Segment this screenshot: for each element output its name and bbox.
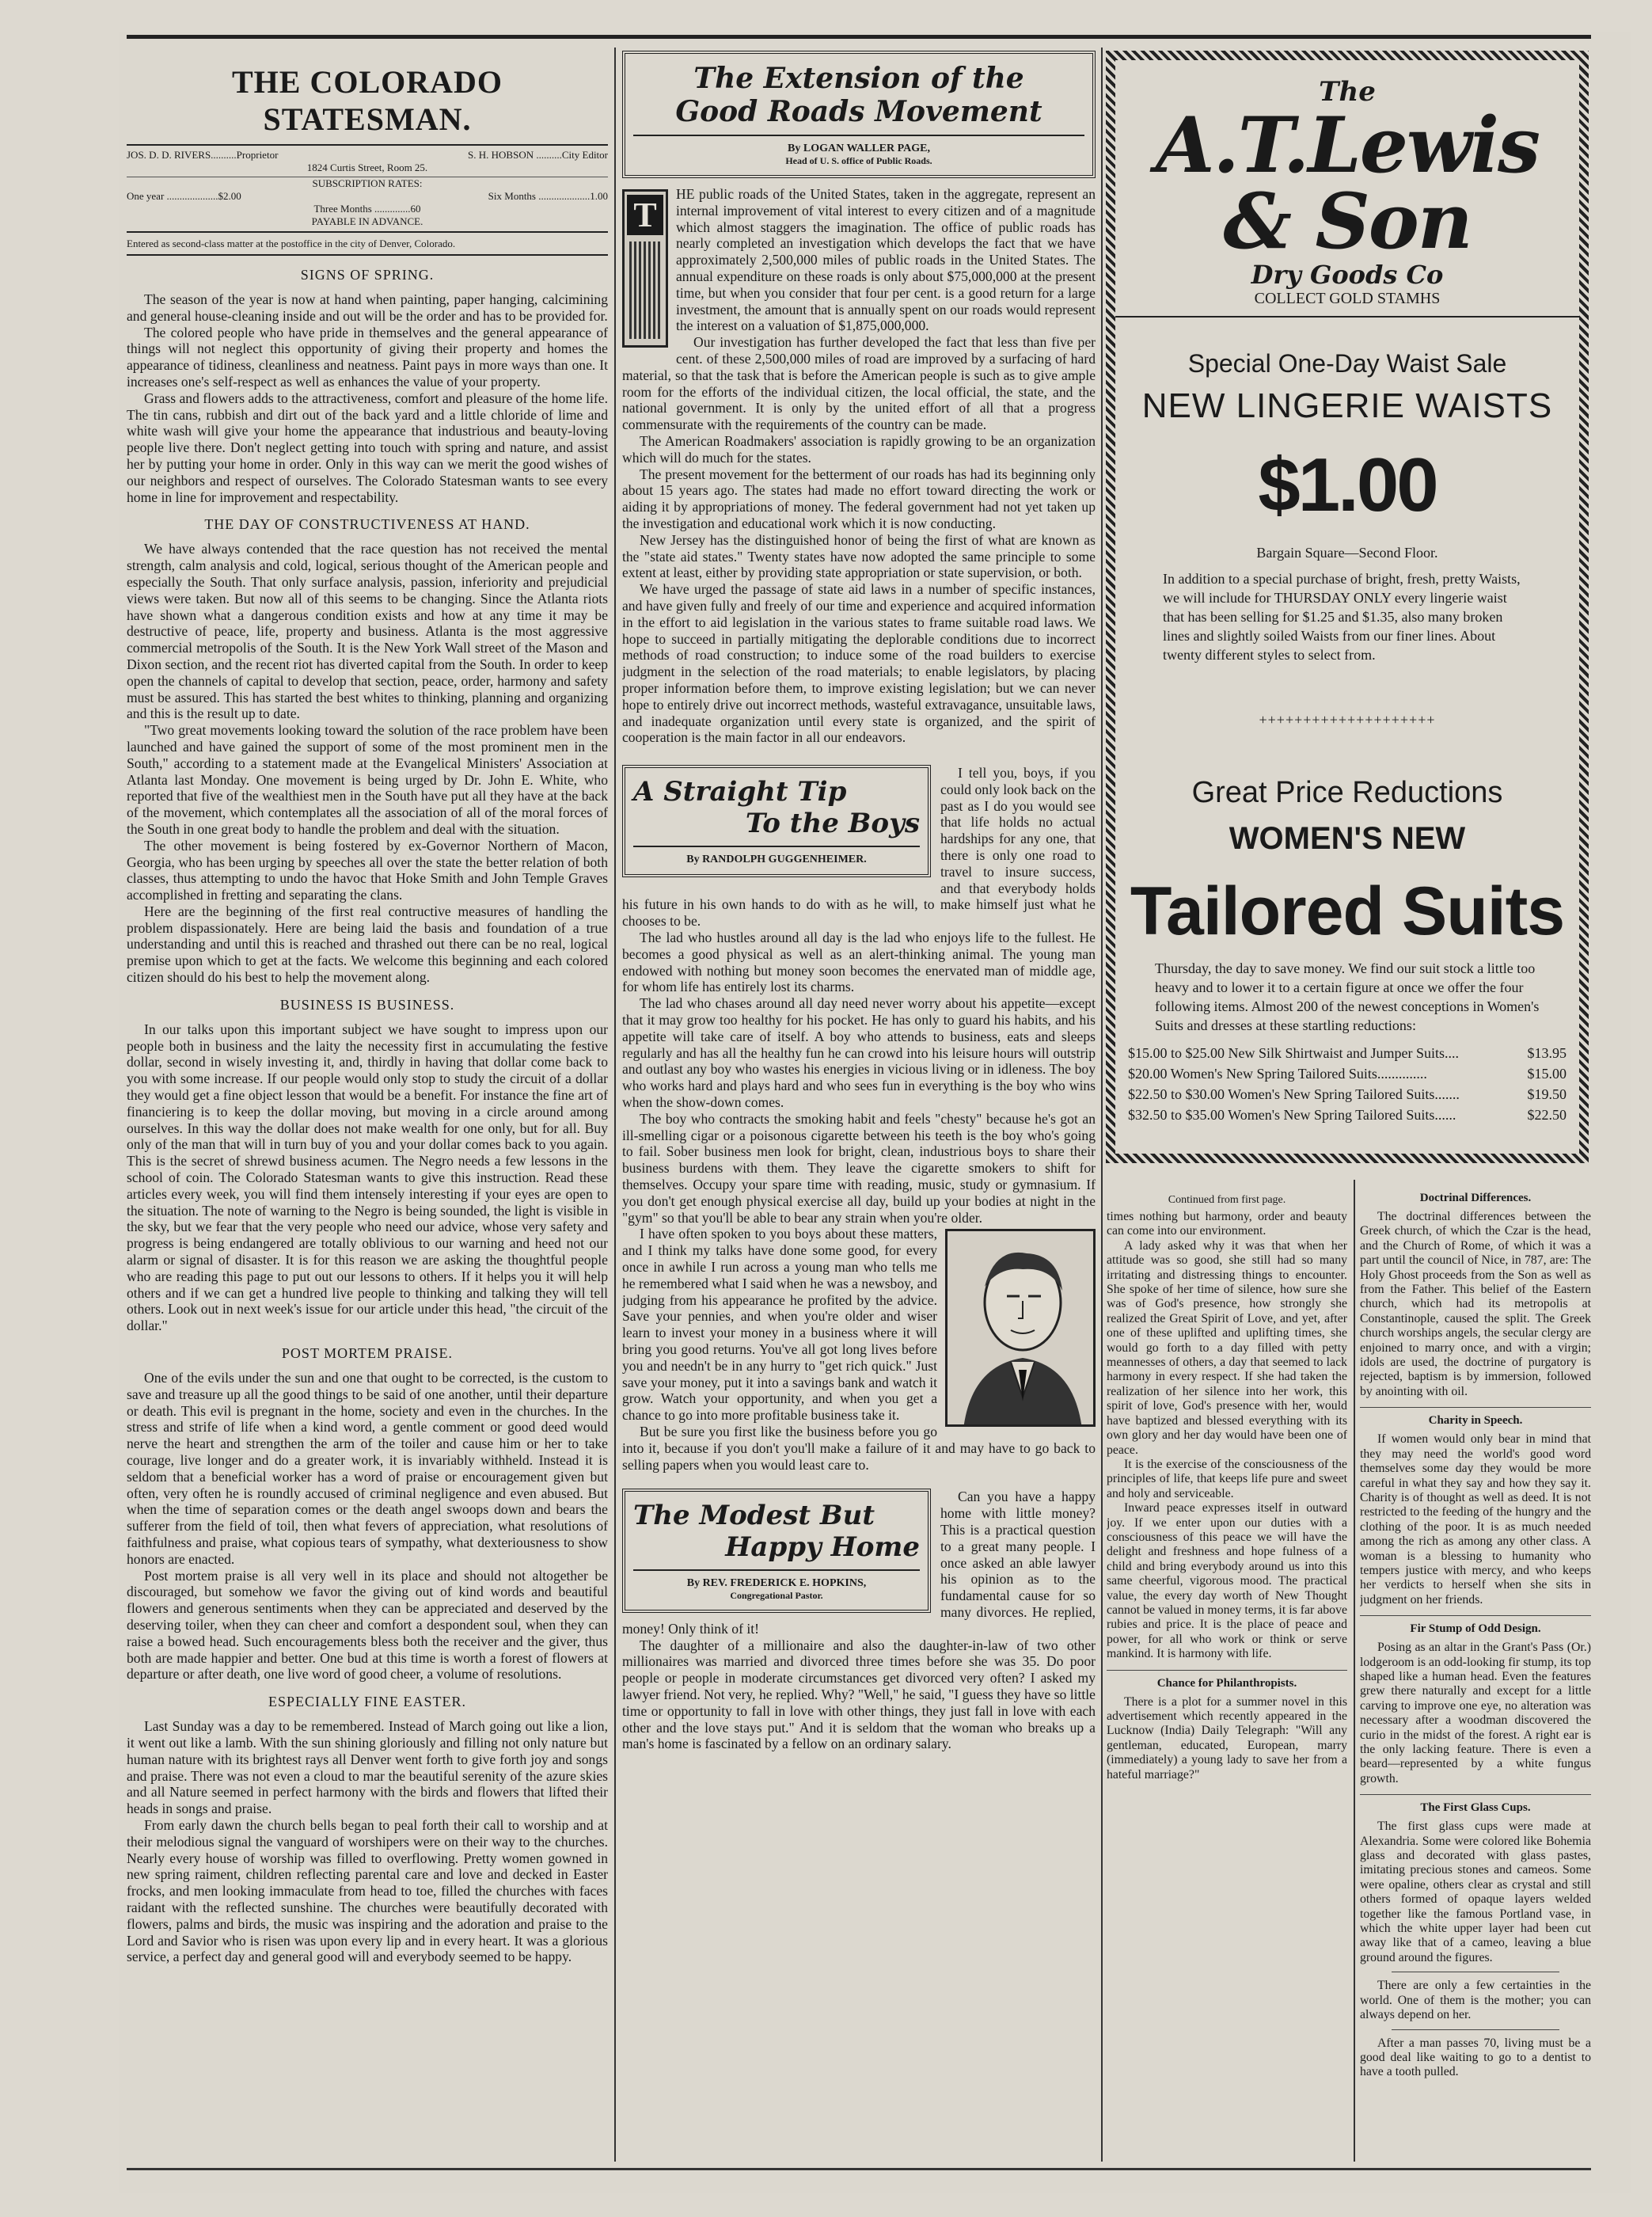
- ad-divider: ++++++++++++++++++++: [1259, 712, 1436, 728]
- article-paragraph: Can you have a happy home with little money? This is a practical question to a great many people. I once asked an able lawyer his opinion as to the fundamental cause for so many divorces. He replied, money! Only think of it!: [622, 1489, 1096, 1637]
- rate-six: Six Months ....................1.00: [488, 190, 608, 202]
- portrait-illustration: [945, 1229, 1096, 1427]
- article-paragraph: Posing as an altar in the Grant's Pass (Or.) lodgeroom is an odd-looking fir stump, its top shaped like a human head. Even the features grew there naturally and except for a little carving to improve one eye, no alteration was necessary after a woodman discovered the curio in the midst of the forest. A right ear is the only lacking feature. There is even a beard—represented by a white fungus growth.: [1360, 1641, 1591, 1785]
- article-paragraph: New Jersey has the distinguished honor of being the first of what are known as the "state aid states." Twenty states have now adopted the same principle to some extent at least, either by providing state appropriation or state supervision, or both.: [622, 531, 1096, 581]
- rate-three: Three Months ..............60: [313, 203, 421, 215]
- article-paragraph: A lady asked why it was that when her attitude was so good, she still had so many irritating and distressing things to encounter. She spoke of her time of silence, how sure she was of God's presence, how strongly she realized the Great Spirit of Love, and yet, after one of these uplifted and uplifting times, she would go forth to a day filled with petty meannesses of others, a day that seemed to lack harmony in every respect. If she had taken the realization of her silence into her work, this spirit of love, God's presence with her, would have baptized and blessed everything with its own glory and her day would have been one of peace.: [1107, 1238, 1347, 1457]
- suit-item-desc: $15.00 to $25.00 New Silk Shirtwaist and Jumper Suits....: [1128, 1045, 1459, 1061]
- article-paragraph: The season of the year is now at hand when painting, paper hanging, calcimining and general house-cleaning inside and out will be the order and has to be provided for.: [127, 291, 608, 324]
- ad-suit-item: [1128, 1063, 1567, 1084]
- ad-suit-item: [1128, 1084, 1567, 1105]
- article-heading: BUSINESS IS BUSINESS.: [279, 996, 455, 1013]
- modest-title-line1: The Modest But: [633, 1500, 875, 1532]
- suit-item-price: $13.95: [1527, 1045, 1567, 1061]
- article-paragraph: Here are the beginning of the first real contructive measures of handling the problem dispassionately. Here are being laid the basis and foundation of a true understanding and until this is reached and thrashed out there can be no real, logical premise upon which to get at the facts. We welcome this beginning and each colored citizen should do his best to help the movement along.: [127, 903, 608, 986]
- article-paragraph: Our investigation has further developed the fact that less than five per cent. of these 2,500,000 miles of road are improved by a surfacing of hard material, so that the task that is before the American people is such as to give ample room for the efforts of the individual citizen, the local official, the state, and the national government. It is only by the united effort of all that a progress commensurate with the requirements of the country can be made.: [622, 334, 1096, 433]
- modest-author-role: Congregational Pastor.: [730, 1590, 823, 1602]
- article-paragraph: Post mortem praise is all very well in its place and should not altogether be discouraged, but somehow we favor the giving out of kind words and beautiful flowers and generous sentiments when they can be appreciated and deserved by the deserving toiler, when they can cheer and comfort a despondent soul, when they can raise a bowed head. Such encouragements bless both the receiver and the giver, thus both are made happier and better. One bud at this time is worth a forest of flowers at departure or after death, one live word of good cheer, a volume of resolutions.: [127, 1567, 608, 1683]
- article-paragraph: One of the evils under the sun and one that ought to be corrected, is the custom to save and treasure up all the good things to be said of one another, until their departure or death. This evil is pregnant in the home, society and even in the churches. In the stress and strife of life when a kind word, a gentle comment or good deed would nerve the heart and strengthen the arm of the toiler and cause him or her to take courage, live longer and do a greater work, it is invariably withheld. Instead it is seldom that a beneficial worker has a word of praise or encouragement given but often, very often he is roundly accused of criminal negligence and even abused. But when the time of separation comes or the death angel swoops down and bears the sufferer from the field of toil, then what fevers of appreciation, what resolutions of faithfulness and praise, what copious tears of sympathy, what dexteriousness to show honors are enacted.: [127, 1370, 608, 1567]
- modest-byline: [633, 1569, 920, 1602]
- article-paragraph: There is a plot for a summer novel in this advertisement which recently appeared in the Lucknow (India) Daily Telegraph: "Will any gentleman, educated, European, marry (immediately) a young lady to save her from a hateful marriage?": [1107, 1694, 1347, 1782]
- article-paragraph: The lad who chases around all day need never worry about his appetite—except that it may grow too healthy for his pocket. He has only to guard his habits, and his appetite will take care of itself. A boy who attends to business, eats and sleeps regularly and has all the healthy fun he can crowd into his leisure hours will outstrip and outlast any boy who wastes his energies in vicious living or in idleness. The boy who works hard and plays hard and who sees fun in everything is the boy who wins when the show-down comes.: [622, 995, 1096, 1111]
- lewis-advertisement: [1106, 51, 1589, 1163]
- suit-item-desc: $32.50 to $35.00 Women's New Spring Tailored Suits......: [1128, 1107, 1456, 1123]
- article-paragraph: The other movement is being fostered by ex-Governor Northern of Macon, Georgia, who has been urging by speeches all over the state the better relation of both classes, thus attempting to undo the havoc that Hoke Smith and John Temple Graves accomplished in fretting and separating the clans.: [127, 837, 608, 903]
- modest-article: [622, 1489, 1096, 1752]
- article-paragraph: The American Roadmakers' association is rapidly growing to be an organization which will do much for the states.: [622, 432, 1096, 466]
- article-heading: The First Glass Cups.: [1360, 1794, 1591, 1815]
- roads-author: By LOGAN WALLER PAGE,: [788, 143, 930, 154]
- article-paragraph: After a man passes 70, living must be a good deal like waiting to go to a dentist to have a tooth pulled.: [1360, 2036, 1591, 2079]
- short-items-column: [1360, 1184, 1591, 2164]
- modest-author: By REV. FREDERICK E. HOPKINS,: [686, 1577, 867, 1590]
- modest-header-box: [622, 1489, 931, 1613]
- dropcap-letter: T: [627, 195, 663, 235]
- ad-the: The: [1319, 76, 1376, 108]
- ad-reductions-heading: Great Price Reductions: [1191, 776, 1503, 809]
- article-paragraph: The doctrinal differences between the Greek church, of which the Czar is the head, and the Church of Rome, of which it was a part until the council of Nice, in 787, are: The Holy Ghost proceeds from the Son as well as from the Father. This belief of the Eastern church, which had its metropolis at Constantinople, caused the split. The Greek church worships angels, the secular clergy are enjoined to marry once, and with a virgin; idols are used, the doctrine of purgatory is rejected, baptism is by immersion, followed by anointing with oil.: [1360, 1210, 1591, 1398]
- article-paragraph: But be sure you first like the business before you go into it, because if you don't you'll make a failure of it and may have to go back to selling papers when you would least care to.: [622, 1423, 1096, 1473]
- bottom-rule: [127, 2168, 1591, 2170]
- ad-suits-text: Thursday, the day to save money. We find our suit stock a little too heavy and to lower it to a certain figure at once we offer the four following items. Almost 200 of the newest conceptions in Women's Suits and dresses at these startling reductions:: [1155, 960, 1540, 1033]
- tip-title-line2: To the Boys: [745, 808, 920, 840]
- article-paragraph: We have always contended that the race question has not received the mental strength, calm analysis and cold, logical, serious thought of the American people and especially the South. That only surface analysis, passion, inferiority and prejudicial views were taken. But now all of this seems to be changing. Since the Atlanta riots have shown what a dangerous condition exists and how at any time it may be destructive of peace, life, property and business. Atlanta is the most aggressive commercial metropolis of the South. It is the New York Wall street of the Mason and Dixon section, and the recent riot has diverted capital from the South. In order to keep open the channels of capital to develop that section, peace, order, harmony and safety must be assured. This has started the best whites to thinking, planning and organizing and this is the result up to date.: [127, 541, 608, 722]
- article-heading: Fir Stump of Odd Design.: [1360, 1615, 1591, 1636]
- roads-article: [622, 186, 1096, 746]
- tip-header-box: [622, 765, 931, 877]
- roads-title-line1: The Extension of the: [693, 62, 1024, 95]
- dropcap-illustration: [629, 241, 661, 339]
- article-paragraph: The daughter of a millionaire and also the daughter-in-law of two other millionaires was married and divorced three times before she was 35. Do poor people or people in moderate circumstances get divorced very often? I asked my lawyer friend. Not very, he replied. Why? "Well," he said, "I guess they have so little time or opportunity to fall in love with other things, they just fall in love with each other and the love stays put." And it is seldom that the woman who breaks up a man's home is fascinated by a fellow on an ordinary salary.: [622, 1637, 1096, 1752]
- article-heading: SIGNS OF SPRING.: [300, 267, 435, 283]
- article-paragraph: The first glass cups were made at Alexandria. Some were colored like Bohemia glass and decorated with glass pastes, imitating precious stones and cameos. Some were opaline, others clear as crystal and still others formed of opaque layers welded together like the famous Portland vase, in which the white upper layer had been cut away like that of a cameo, leaving a blue ground around the figures.: [1360, 1820, 1591, 1964]
- column-rule: [1101, 48, 1103, 2162]
- ad-dry-goods: Dry Goods Co: [1251, 260, 1444, 290]
- suit-item-price: $19.50: [1527, 1086, 1567, 1102]
- proprietor: JOS. D. D. RIVERS..........Proprietor: [127, 149, 279, 161]
- top-rule: [127, 35, 1591, 39]
- suit-item-desc: $20.00 Women's New Spring Tailored Suits..............: [1128, 1066, 1427, 1082]
- rate-year: One year ....................$2.00: [127, 190, 241, 202]
- article-paragraph: The lad who hustles around all day is the lad who enjoys life to the fullest. He becomes a good physical as well as an alert-thinking animal. The young man endowed with nothing but money soon becomes the enervated man of middle age, for whom life has entirely lost its charms.: [622, 930, 1096, 995]
- article-heading: Chance for Philanthropists.: [1107, 1670, 1347, 1690]
- article-heading: ESPECIALLY FINE EASTER.: [268, 1694, 467, 1710]
- modest-title-line2: Happy Home: [725, 1531, 920, 1564]
- suit-item-price: $22.50: [1527, 1107, 1567, 1123]
- article-paragraph: HE public roads of the United States, taken in the aggregate, represent an internal improvement of vital interest to every citizen and of a magnitude which almost staggers the imagination. The office of public roads has nearly completed an investigation which develops the fact that we have approximately 2,500,000 miles of public roads in the United States. The annual expenditure on these roads is only about $75,000,000 at the present time, but when you consider that four per cent. is a good return for a large investment, the amount that is annually spent on our roads would represent the interest on a valuation of $1,875,000,000.: [676, 186, 1096, 334]
- ad-womens-new: WOMEN'S NEW: [1229, 821, 1466, 856]
- article-heading: POST MORTEM PRAISE.: [281, 1345, 454, 1362]
- article-paragraph: Grass and flowers adds to the attractiveness, comfort and pleasure of the home life. The tin cans, rubbish and dirt out of the back yard and a little chloride of lime and white wash will give your home the appearance that industrious and beauty-loving people live there. Don't neglect getting into touch with spring and nature, and assist her by putting your home in order. Only in this way can we merit the good wishes of our neighbors and respect of ourselves. The Colorado Statesman wants to see every home in line for improvement and respectability.: [127, 390, 608, 505]
- suit-item-price: $15.00: [1527, 1066, 1567, 1082]
- article-paragraph: In our talks upon this important subject we have sought to impress upon our people both in business and the laity the necessity first in accumulating the festive dollar, second in wisely investing it, and, thirdly in having that dollar come back to you with some increase. If our people would only stop to study the circuit of a dollar they would get a fine object lesson that would be a benefit. For instance the fine art of financiering is to keep the dollar moving, but moving in a circle around among ourselves. In this way the dollar does not make wealth for one only, but for all. Buy only of the man that will in turn buy of you and your dollar comes back to you again. This is the secret of shrewd business acumen. The Negro needs a few lessons in the school of coin. The Colorado Statesman wants to give this instruction. Read these articles every week, you will find them intensely interesting if your eyes are open to the situation. The note of warning to the Negro is being sounded, the light is visible in the sky, but we fear that the very people who need our advice, whose very safety and progress is being endangered are totally oblivious to our warning and heed not our alarm or signal of disaster. It is for this reason we are asking the thoughtful people who are reading this page to put out our lessons to others. If it helps you it will help others and if we can get a hundred live people to thinking and talking they will tell others. Look out in next week's issue for our article under this head, "the circuit of the dollar.": [127, 1021, 608, 1334]
- roads-title-line2: Good Roads Movement: [675, 95, 1042, 128]
- roads-header-box: [622, 51, 1096, 178]
- rates-label: SUBSCRIPTION RATES:: [127, 177, 608, 190]
- ad-suit-item: [1128, 1043, 1567, 1063]
- divider: [1392, 2029, 1559, 2030]
- ad-suit-item: [1128, 1105, 1567, 1125]
- article-paragraph: If women would only bear in mind that they may need the world's good word themselves some day they would be more careful in what they say and how they say it. Charity is of thought as well as deed. It is not restricted to the feeding of the hungry and the clothing of the poor. It is as much needed among the rich as among any other class. A woman is a blessing to humanity who tempers justice with mercy, and who keeps her verdicts to herself when she sits in judgment on her friends.: [1360, 1432, 1591, 1607]
- ad-price: $1.00: [1258, 443, 1437, 527]
- article-paragraph: "Two great movements looking toward the solution of the race problem have been launched and have gained the support of some of the most prominent men in the South," according to a statement made at the Evangelical Ministers' Association at Atlanta last Monday. One movement is being urged by Dr. John E. White, who reported that five of the wealthiest men in the South have put all they have at the back of the movement, which contemplates all the association of all of the moral forces of the South in one great body to handle the problem and deal with the situation.: [127, 722, 608, 837]
- masthead-title: THE COLORADO STATESMAN.: [231, 64, 503, 137]
- column-rule: [614, 48, 616, 2162]
- article-paragraph: times nothing but harmony, order and beauty can come into our environment.: [1107, 1210, 1347, 1238]
- ad-lingerie-heading: NEW LINGERIE WAISTS: [1141, 386, 1553, 425]
- dropcap-ornament: [622, 189, 668, 348]
- article-paragraph: It is the exercise of the consciousness of the principles of life, that keeps life pure and sweet and holy and serviceable.: [1107, 1457, 1347, 1500]
- article-paragraph: There are only a few certainties in the world. One of them is the mother; you can always depend on her.: [1360, 1979, 1591, 2022]
- ad-waist-text: In addition to a special purchase of bright, fresh, pretty Waists, we will include for THURSDAY ONLY every lingerie waist that has been selling for $1.25 and $1.35, also many broken lines and slightly soiled Waists from our finer lines. About twenty different styles to select from.: [1163, 571, 1521, 663]
- article-heading: THE DAY OF CONSTRUCTIVENESS AT HAND.: [204, 516, 530, 533]
- suit-item-desc: $22.50 to $30.00 Women's New Spring Tailored Suits.......: [1128, 1086, 1460, 1102]
- article-paragraph: The colored people who have pride in themselves and the general appearance of things will not neglect this opportunity of giving their property and homes the appearance of tidiness, cleanliness and neatness. Paint pays in more ways than one. It increases one's self-respect as well as enhances the value of your property.: [127, 324, 608, 390]
- middle-column: [622, 51, 1096, 2165]
- ad-store-name: A.T.Lewis & Son: [1155, 101, 1540, 266]
- article-heading: Charity in Speech.: [1360, 1407, 1591, 1428]
- portrait-drawing: [948, 1231, 1096, 1427]
- tip-article: [622, 765, 1096, 1473]
- column-rule: [1354, 1180, 1355, 2162]
- article-paragraph: I have often spoken to you boys about these matters, and I think my talks have done some good, for every once in awhile I run across a young man who tells me he remembered what I said when he was a newsboy, and judging from his appearance he profited by the advice. Save your pennies, and when you're older and wiser learn to invest your money in a business where it will bring you good returns. You've all got long lives before you and needn't be in any hurry to "get rich quick." Just save your money, put it into a savings bank and watch it grow. Watch your opportunity, and when you get a chance to go into more profitable business take it.: [622, 1226, 937, 1424]
- article-paragraph: We have urged the passage of state aid laws in a number of specific instances, and have given fully and freely of our time and experience and acquired information in the effort to aid legislation in the various states to frame suitable road laws. We hope to succeed in partially mitigating the deplorable conditions due to incorrect methods of road construction; to induce some of the road builders to exercise judgment in the selection of the road materials; to enable legislators, by placing proper information before them, to improve existing legislation; but we can never hope to entirely drive out incorrect methods, wasteful extravagance, unsuitable laws, and inadequate organization until every state is organized, and the spirit of cooperation is the main factor in all our endeavors.: [622, 581, 1096, 746]
- tip-byline: By RANDOLPH GUGGENHEIMER.: [633, 846, 920, 866]
- ad-bargain-square: Bargain Square—Second Floor.: [1256, 545, 1438, 561]
- continued-column: [1107, 1194, 1347, 2164]
- ad-tailored-suits: Tailored Suits: [1130, 873, 1565, 949]
- address: 1824 Curtis Street, Room 25.: [306, 162, 428, 173]
- ad-suit-price-list: [1115, 1043, 1579, 1125]
- city-editor: S. H. HOBSON ..........City Editor: [468, 149, 608, 161]
- article-paragraph: The boy who contracts the smoking habit and feels "chesty" because he's got an ill-smelling cigar or a poisonous cigarette between his teeth is the boy who's going to fail. Sober business men look for bright, clean, industrious boys to share their business burdens with them. They leave the cigarette smokers to shift for themselves. Occupy your spare time with reading, music, study or gymnasium. If you don't get enough physical exercise all day, build up your bodies at night in the "gym" so that you'll be able to bear any strain when you're older.: [622, 1110, 1096, 1226]
- masthead-info: [127, 144, 608, 233]
- article-paragraph: Last Sunday was a day to be remembered. Instead of March going out like a lion, it went out like a lamb. With the sun shining gloriously and filling not only nature but human nature with its brightest rays all Denver went forth to give forth joy and songs and praise. There was not even a cloud to mar the beautiful serenity of the azure skies and all Nature seemed in perfect harmony with the birds and flowers that lifted their heads in songs and praise.: [127, 1718, 608, 1817]
- payable: PAYABLE IN ADVANCE.: [311, 215, 423, 227]
- article-paragraph: From early dawn the church bells began to peal forth their call to worship and at their melodious signal the vanguard of worshipers were on their way to the churches. Nearly every house of worship was filled to overflowing. Pretty women gowned in new spring raiment, children reflecting parental care and love and decked in Easter frocks, and men looking immaculate from head to toe, filled the churches with faces raidant with the reflected sunshine. The churches were beautifully decorated with flowers, palms and birds, the music was inspiring and the adoration and praise to the Lord and Savior who is risen was upon every lip and in every heart. It was a glorious service, a perfect day and general good will and everybody seemed to be happy.: [127, 1816, 608, 1965]
- roads-byline: [633, 135, 1084, 167]
- entered-notice: Entered as second-class matter at the postoffice in the city of Denver, Colorado.: [127, 233, 608, 256]
- ad-sale-heading: Special One-Day Waist Sale: [1187, 349, 1507, 378]
- continued-label: Continued from first page.: [1168, 1194, 1286, 1206]
- article-paragraph: I tell you, boys, if you could only look back on the past as I do you would see that life holds no actual hardships for any one, that there is only one road to travel to insure success, and that everybody holds his future in his own hands to do with as he will, to make himself just what he chooses to be.: [622, 765, 1096, 930]
- article-paragraph: The present movement for the betterment of our roads has had its beginning only about 15 years ago. The states had made no effort toward directing the work or aiding it by appropriations of money. The federal government had not yet taken up the investigation and educational work which it is now conducting.: [622, 466, 1096, 531]
- roads-author-role: Head of U. S. office of Public Roads.: [785, 155, 932, 166]
- article-paragraph: Inward peace expresses itself in outward joy. If we enter upon our duties with a consciousness of this peace we will have the delight and freshness and hope fulness of a child and bring everybody around us into this same cheerful, vigorous mood. The practical value, the every day worth of New Thought cannot be valued in money terms, it is far above rubies and price. It is the place of peace and power, for all who work or think or serve mankind. It is harmony with life.: [1107, 1501, 1347, 1661]
- editorial-column: [127, 48, 608, 2166]
- ad-stamps: COLLECT GOLD STAMHS: [1115, 290, 1579, 318]
- tip-title-line1: A Straight Tip: [633, 776, 847, 808]
- article-heading: Doctrinal Differences.: [1419, 1192, 1532, 1204]
